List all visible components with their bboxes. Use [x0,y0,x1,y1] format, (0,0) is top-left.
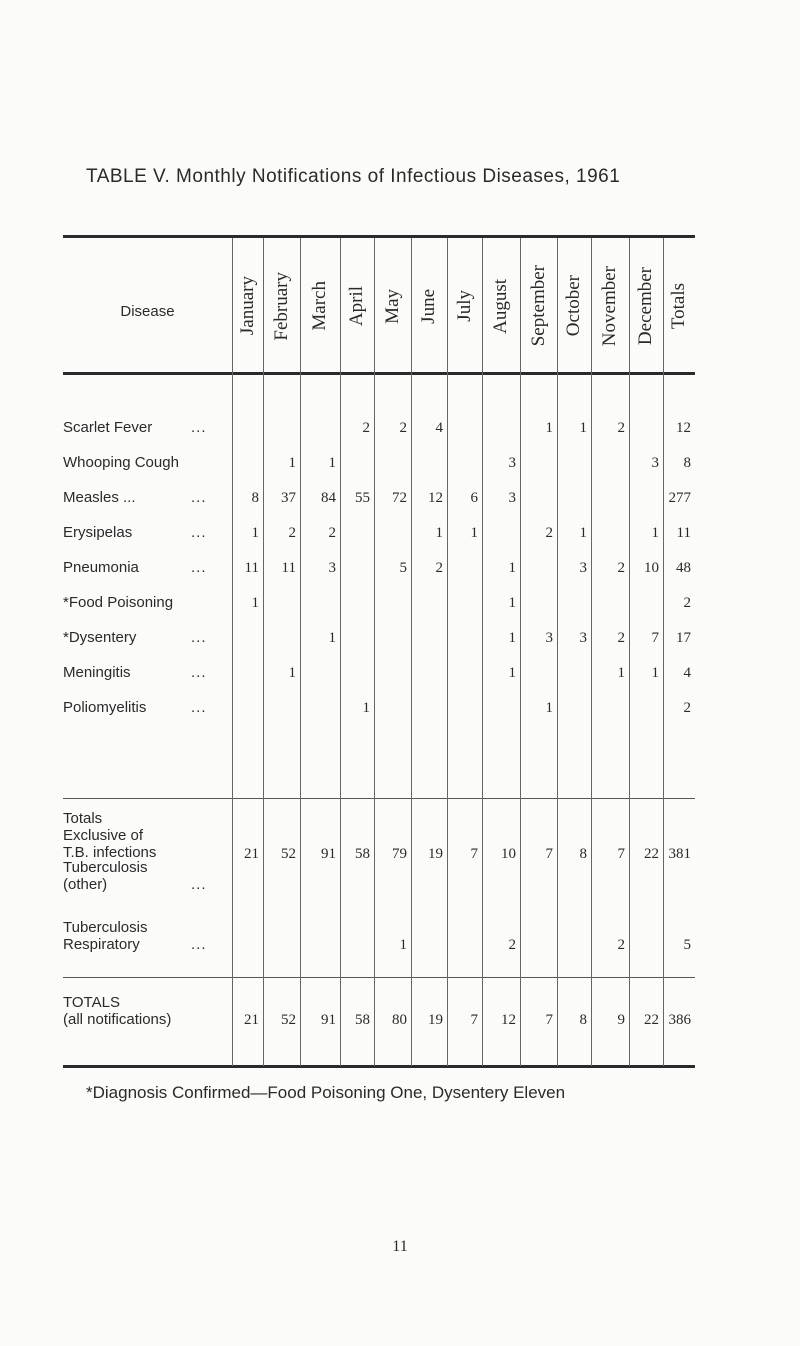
disease-row-8-totals-value: 2 [683,700,691,716]
disease-row-0-october-value: 1 [579,420,587,436]
table-title: TABLE V. Monthly Notifications of Infectious Diseases, 1961 [86,166,621,187]
grand-totals-row-september-value: 7 [545,1012,553,1028]
leader-dots: ... [191,629,207,646]
column-header-label: November [599,265,620,347]
disease-row-6-october-value: 3 [579,630,587,646]
grand-totals-row-june-value: 19 [428,1012,443,1028]
totals-exclusive-row-june-value: 19 [428,846,443,862]
column-header-label: Totals [668,282,689,330]
column-header-may [374,240,411,372]
disease-row-7-december-value: 1 [651,665,659,681]
disease-row-8-september-value: 1 [545,700,553,716]
disease-row-4-may-value: 5 [399,560,407,576]
disease-row-4-march-value: 3 [328,560,336,576]
disease-row-2-april-value: 55 [355,490,370,506]
column-header-december [629,240,663,372]
tb-respiratory-row-november-value: 2 [617,937,625,953]
disease-row-0-april-value: 2 [362,420,370,436]
column-header-label: July [453,290,475,322]
disease-row-label: Poliomyelitis [63,699,147,716]
column-header-february [263,240,300,372]
grand-totals-row-label-line: (all notifications) [63,1011,172,1028]
column-header-label: March [309,281,330,331]
disease-row-6-september-value: 3 [545,630,553,646]
disease-row-label: Measles ... [63,489,136,506]
column-header-november [591,240,629,372]
column-header-label: June [418,288,439,324]
column-header-label: August [490,278,511,334]
column-header-april [340,240,374,372]
totals-exclusive-row-september-value: 7 [545,846,553,862]
disease-row-2-february-value: 37 [281,490,296,506]
grand-totals-row-totals-value: 386 [668,1012,691,1028]
disease-row-2-totals-value: 277 [668,490,691,506]
disease-row-4-november-value: 2 [617,560,625,576]
column-header-label: December [635,266,656,346]
grand-totals-row-august-value: 12 [501,1012,516,1028]
column-header-label: October [563,275,584,337]
disease-row-4-october-value: 3 [579,560,587,576]
disease-row-5-totals-value: 2 [683,595,691,611]
disease-row-7-february-value: 1 [288,665,296,681]
column-header-label: April [346,285,367,327]
disease-row-7-august-value: 1 [508,665,516,681]
disease-column-header: Disease [120,303,175,320]
disease-row-4-june-value: 2 [435,560,443,576]
grand-totals-row-label-line: TOTALS [63,994,120,1011]
totals-rule [63,798,695,799]
leader-dots: ... [191,876,207,893]
disease-row-label: *Dysentery [63,629,137,646]
column-header-august [482,240,520,372]
disease-row-5-january-value: 1 [251,595,259,611]
totals-exclusive-row-label-line: Exclusive of [63,827,144,844]
totals-exclusive-row-totals-value: 381 [668,846,691,862]
tb-respiratory-row-label-line: Tuberculosis [63,919,148,936]
disease-row-2-july-value: 6 [470,490,478,506]
disease-row-1-february-value: 1 [288,455,296,471]
table-bottom-rule [63,1065,695,1068]
disease-row-label: Pneumonia [63,559,139,576]
disease-row-label: Erysipelas [63,524,133,541]
disease-row-4-august-value: 1 [508,560,516,576]
disease-row-4-december-value: 10 [644,560,659,576]
disease-row-2-march-value: 84 [321,490,336,506]
disease-row-3-march-value: 2 [328,525,336,541]
grand-totals-row-february-value: 52 [281,1012,296,1028]
grand-totals-row-march-value: 91 [321,1012,336,1028]
tb-respiratory-row-label-line: Respiratory [63,936,140,953]
disease-row-3-january-value: 1 [251,525,259,541]
page-number: 11 [392,1238,408,1255]
disease-row-0-may-value: 2 [399,420,407,436]
disease-row-3-october-value: 1 [579,525,587,541]
disease-row-2-june-value: 12 [428,490,443,506]
column-header-january [232,240,263,372]
disease-row-1-december-value: 3 [651,455,659,471]
leader-dots: ... [191,419,207,436]
grand-totals-row-january-value: 21 [244,1012,259,1028]
notifications-table [63,235,695,1068]
column-header-march [300,240,340,372]
leader-dots: ... [191,559,207,576]
column-header-june [411,240,447,372]
column-header-label: January [236,276,258,336]
totals-exclusive-row-march-value: 91 [321,846,336,862]
column-header-july [447,240,482,372]
totals-exclusive-row-label-line: Totals [63,810,103,827]
totals-exclusive-row-november-value: 7 [617,846,625,862]
grand-totals-row-july-value: 7 [470,1012,478,1028]
disease-row-0-november-value: 2 [617,420,625,436]
disease-row-3-july-value: 1 [470,525,478,541]
totals-exclusive-row-april-value: 58 [355,846,370,862]
disease-row-5-august-value: 1 [508,595,516,611]
disease-row-0-totals-value: 12 [676,420,691,436]
totals-exclusive-row-label-line: T.B. infections [63,844,157,861]
disease-row-label: Whooping Cough [63,454,179,471]
column-header-september [520,240,557,372]
leader-dots: ... [191,936,207,953]
disease-row-3-february-value: 2 [288,525,296,541]
grand-totals-row-november-value: 9 [617,1012,625,1028]
disease-row-4-february-value: 11 [281,560,296,576]
tb-respiratory-row-may-value: 1 [399,937,407,953]
disease-row-label: Meningitis [63,664,131,681]
leader-dots: ... [191,664,207,681]
grand-totals-row-december-value: 22 [644,1012,659,1028]
column-header-label: May [381,288,403,324]
disease-row-8-april-value: 1 [362,700,370,716]
disease-row-3-september-value: 2 [545,525,553,541]
disease-row-1-totals-value: 8 [683,455,691,471]
disease-row-4-january-value: 11 [244,560,259,576]
column-header-label: February [270,271,292,341]
disease-row-7-november-value: 1 [617,665,625,681]
grand-totals-row-october-value: 8 [579,1012,587,1028]
column-header-label: September [527,265,549,347]
disease-row-0-june-value: 4 [435,420,443,436]
disease-row-2-may-value: 72 [392,490,407,506]
tb-other-row-label-line: Tuberculosis [63,859,148,876]
disease-row-3-june-value: 1 [435,525,443,541]
leader-dots: ... [191,524,207,541]
disease-row-3-totals-value: 11 [676,525,691,541]
totals-exclusive-row-january-value: 21 [244,846,259,862]
disease-row-7-totals-value: 4 [683,665,691,681]
grand-totals-row-april-value: 58 [355,1012,370,1028]
totals-exclusive-row-july-value: 7 [470,846,478,862]
disease-row-3-december-value: 1 [651,525,659,541]
tb-respiratory-row-totals-value: 5 [683,937,691,953]
disease-row-2-august-value: 3 [508,490,516,506]
disease-row-2-january-value: 8 [251,490,259,506]
totals-exclusive-row-may-value: 79 [392,846,407,862]
disease-row-4-totals-value: 48 [676,560,691,576]
leader-dots: ... [191,699,207,716]
disease-row-6-march-value: 1 [328,630,336,646]
tb-respiratory-row-august-value: 2 [508,937,516,953]
disease-row-6-november-value: 2 [617,630,625,646]
disease-row-1-august-value: 3 [508,455,516,471]
column-header-october [557,240,591,372]
header-bottom-rule [63,372,695,375]
disease-row-6-august-value: 1 [508,630,516,646]
disease-row-label: *Food Poisoning [63,594,174,611]
disease-row-1-march-value: 1 [328,455,336,471]
table-top-rule [63,235,695,238]
disease-row-6-december-value: 7 [651,630,659,646]
footnote: *Diagnosis Confirmed—Food Poisoning One, Dysentery Eleven [86,1083,566,1102]
totals-exclusive-row-august-value: 10 [501,846,516,862]
grand-totals-rule [63,977,695,978]
disease-row-0-september-value: 1 [545,420,553,436]
totals-exclusive-row-october-value: 8 [579,846,587,862]
grand-totals-row-may-value: 80 [392,1012,407,1028]
totals-exclusive-row-december-value: 22 [644,846,659,862]
disease-row-6-totals-value: 17 [676,630,691,646]
totals-exclusive-row-february-value: 52 [281,846,296,862]
column-header-totals [663,240,695,372]
leader-dots: ... [191,489,207,506]
disease-row-label: Scarlet Fever [63,419,153,436]
tb-other-row-label-line: (other) [63,876,108,893]
